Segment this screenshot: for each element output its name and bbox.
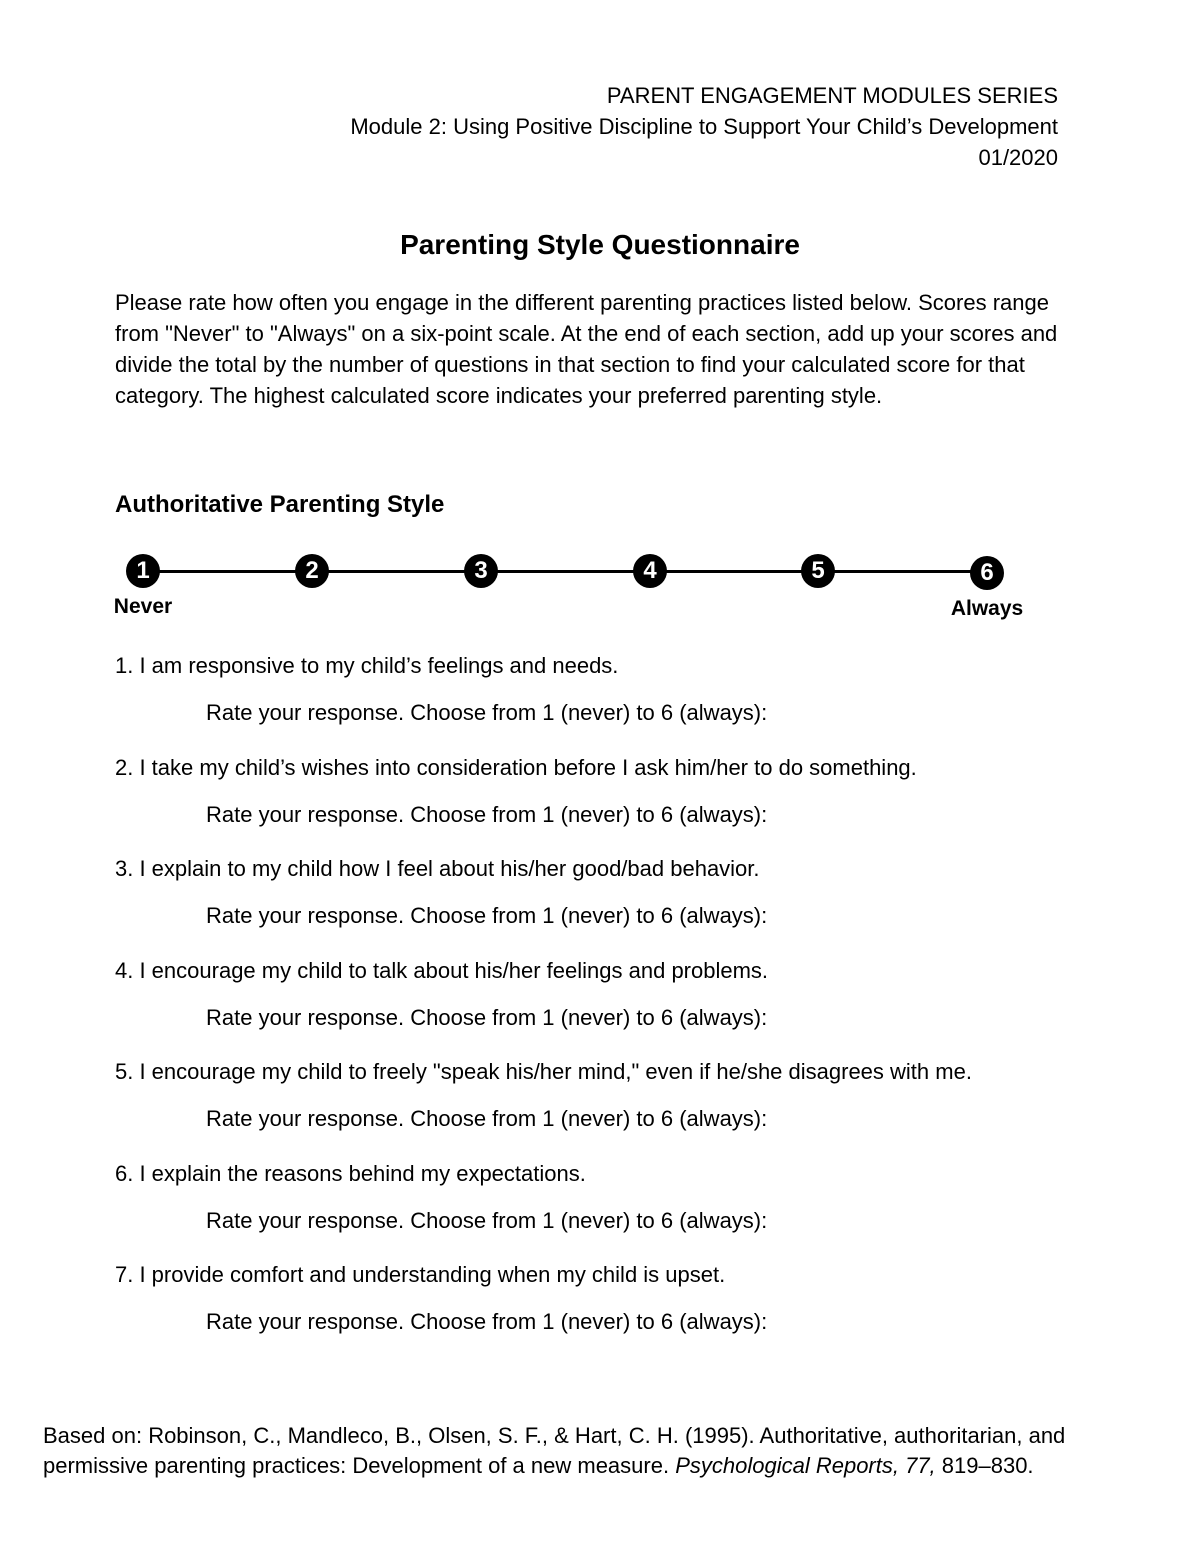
scale-point-1: 1: [126, 554, 160, 588]
rate-prompt: Rate your response. Choose from 1 (never) to 6 (always):: [206, 700, 768, 725]
rate-prompt: Rate your response. Choose from 1 (never) to 6 (always):: [206, 1106, 768, 1131]
question-text: 5. I encourage my child to freely "speak his/her mind," even if he/she disagrees with me.: [115, 1059, 972, 1084]
scale-label-always: Always: [950, 597, 1024, 620]
rate-prompt: Rate your response. Choose from 1 (never) to 6 (always):: [206, 1309, 768, 1334]
question-text: 7. I provide comfort and understanding when my child is upset.: [115, 1262, 726, 1287]
scale-point-4: 4: [633, 554, 667, 588]
document-header: [350, 80, 1058, 173]
question-item: [115, 956, 1115, 1058]
question-item: [115, 1057, 1115, 1159]
question-item: [115, 651, 1115, 753]
citation-pages: 819–830.: [935, 1453, 1034, 1478]
rating-scale: [0, 548, 1200, 628]
question-item: [115, 854, 1115, 956]
question-item: [115, 1159, 1115, 1261]
series-name: PARENT ENGAGEMENT MODULES SERIES: [606, 83, 1058, 108]
scale-label-never: Never: [113, 595, 173, 618]
rate-prompt: Rate your response. Choose from 1 (never) to 6 (always):: [206, 1207, 768, 1233]
page-title: Parenting Style Questionnaire: [400, 229, 800, 260]
scale-point-6: 6: [970, 556, 1004, 590]
module-name: Module 2: Using Positive Discipline to Support Your Child’s Development: [350, 114, 1058, 139]
document-date: 01/2020: [978, 145, 1058, 170]
rate-prompt: Rate your response. Choose from 1 (never) to 6 (always):: [206, 1004, 768, 1030]
instructions-paragraph: Please rate how often you engage in the different parenting practices listed below. Scores range from "Never" to "Always" on a six-point scale. At the end of each section, add up your scores and divide the total by the number of questions in that section to find your calculated score for that category. The highest calculated score indicates your preferred parenting style.: [115, 290, 1058, 408]
rate-prompt: Rate your response. Choose from 1 (never) to 6 (always):: [206, 903, 768, 928]
question-item: [115, 1260, 1115, 1362]
scale-point-2: 2: [295, 554, 329, 588]
citation-journal: Psychological Reports, 77,: [675, 1453, 936, 1478]
question-text: 6. I explain the reasons behind my expectations.: [115, 1160, 586, 1186]
question-text: 3. I explain to my child how I feel about his/her good/bad behavior.: [115, 856, 760, 881]
scale-line: [143, 570, 988, 573]
rate-prompt: Rate your response. Choose from 1 (never) to 6 (always):: [206, 801, 768, 827]
citation: [43, 1421, 1163, 1481]
question-list: [115, 651, 1115, 1362]
citation-text: Based on: Robinson, C., Mandleco, B., Olsen, S. F., & Hart, C. H. (1995). Authoritative, authoritarian, and permissive parenting practices: Development of a new measure.: [43, 1423, 1066, 1478]
section-heading: Authoritative Parenting Style: [115, 491, 445, 518]
question-item: [115, 753, 1115, 855]
question-text: 2. I take my child’s wishes into consideration before I ask him/her to do something.: [115, 754, 917, 780]
scale-point-5: 5: [801, 554, 835, 588]
scale-point-3: 3: [464, 554, 498, 588]
question-text: 4. I encourage my child to talk about his/her feelings and problems.: [115, 957, 769, 983]
question-text: 1. I am responsive to my child’s feelings and needs.: [115, 653, 619, 678]
